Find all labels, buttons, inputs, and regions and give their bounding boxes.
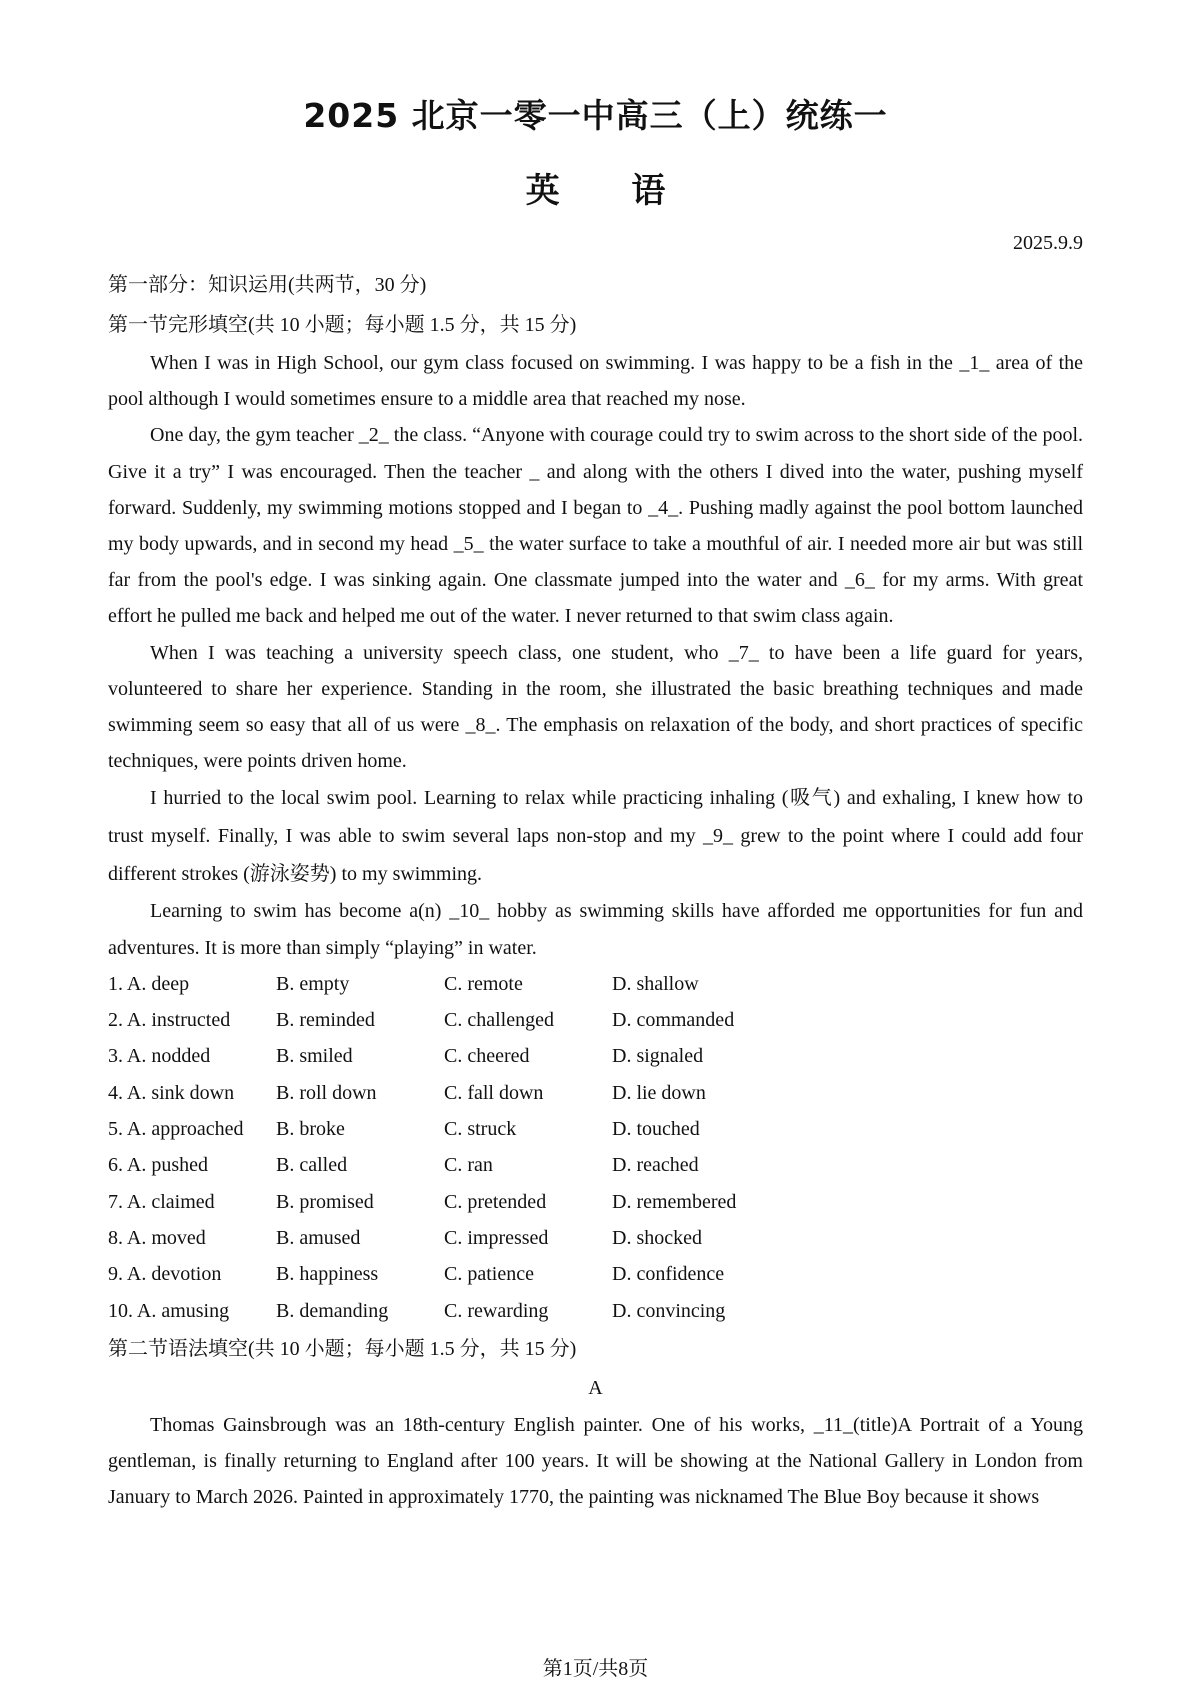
option-b: B. empty xyxy=(276,972,350,995)
option-b: B. promised xyxy=(276,1190,374,1213)
option-d: D. reached xyxy=(612,1154,699,1177)
option-row xyxy=(108,1111,1083,1147)
option-a: 3. A. nodded xyxy=(108,1045,211,1068)
option-a: 4. A. sink down xyxy=(108,1081,235,1104)
exam-page xyxy=(108,0,1083,1684)
exam-title: 2025 北京一零一中高三（上）统练一 xyxy=(303,96,888,135)
option-row xyxy=(108,1075,1083,1111)
option-d: D. convincing xyxy=(612,1299,726,1322)
option-row xyxy=(108,1147,1083,1183)
cloze-paragraph-4: I hurried to the local swim pool. Learning to relax while practicing inhaling (吸气) and exhaling, I knew how to trust myself. Finally, I was able to swim several laps non-stop and my _9_ grew to the point where I could add four different strokes (游泳姿势) to my swimming. xyxy=(108,787,1083,886)
option-c: C. impressed xyxy=(444,1226,549,1249)
part1-heading: 第一部分：知识运用(共两节，30 分) xyxy=(108,274,427,296)
cloze-paragraph-2: One day, the gym teacher _2_ the class. “Anyone with courage could try to swim across to the short side of the pool. Give it a try” I was encouraged. Then the teacher _ and along with the others I dived into the water, pushing myself forward. Suddenly, my swimming motions stopped and I began to _4_. Pushing madly against the pool bottom launched my body upwards, and in second my head _5_ the water surface to take a mouthful of air. I needed more air but was still far from the pool's edge. I was sinking again. One classmate jumped into the water and _6_ for my arms. With great effort he pulled me back and helped me out of the water. I never returned to that swim class again. xyxy=(108,424,1083,628)
option-row xyxy=(108,1038,1083,1074)
option-b: B. happiness xyxy=(276,1263,379,1286)
option-a: 1. A. deep xyxy=(108,972,190,995)
option-a: 8. A. moved xyxy=(108,1226,206,1249)
option-a: 5. A. approached xyxy=(108,1118,244,1141)
option-b: B. demanding xyxy=(276,1299,389,1322)
option-a: 2. A. instructed xyxy=(108,1009,231,1032)
option-row xyxy=(108,1184,1083,1220)
option-b: B. reminded xyxy=(276,1009,375,1032)
option-a: 7. A. claimed xyxy=(108,1190,215,1213)
option-d: D. confidence xyxy=(612,1263,725,1286)
exam-date: 2025.9.9 xyxy=(1013,232,1083,254)
section2-label: A xyxy=(588,1376,603,1399)
option-d: D. shallow xyxy=(612,972,699,995)
option-c: C. pretended xyxy=(444,1190,547,1213)
cloze-options xyxy=(108,966,1083,1329)
option-row xyxy=(108,1002,1083,1038)
option-c: C. ran xyxy=(444,1154,493,1177)
option-row xyxy=(108,1256,1083,1292)
option-d: D. touched xyxy=(612,1118,700,1141)
option-c: C. fall down xyxy=(444,1081,544,1104)
option-a: 6. A. pushed xyxy=(108,1154,208,1177)
option-c: C. patience xyxy=(444,1263,534,1286)
cloze-paragraph-5: Learning to swim has become a(n) _10_ hobby as swimming skills have afforded me opportunities for fun and adventures. It is more than simply “playing” in water. xyxy=(108,900,1083,959)
exam-body xyxy=(108,265,1083,1515)
option-d: D. signaled xyxy=(612,1045,704,1068)
option-c: C. remote xyxy=(444,972,523,995)
option-b: B. called xyxy=(276,1154,348,1177)
option-b: B. roll down xyxy=(276,1081,377,1104)
option-row xyxy=(108,1293,1083,1329)
option-a: 10. A. amusing xyxy=(108,1299,230,1322)
option-b: B. smiled xyxy=(276,1045,353,1068)
option-c: C. challenged xyxy=(444,1009,554,1032)
option-c: C. struck xyxy=(444,1118,517,1141)
option-d: D. lie down xyxy=(612,1081,706,1104)
page-number: 第1页/共8页 xyxy=(542,1658,649,1680)
section1-heading: 第一节完形填空(共 10 小题；每小题 1.5 分，共 15 分) xyxy=(108,314,577,336)
option-d: D. shocked xyxy=(612,1226,702,1249)
cloze-paragraph-3: When I was teaching a university speech class, one student, who _7_ to have been a life guard for years, volunteered to share her experience. Standing in the room, she illustrated the basic breathing techniques and made swimming seem so easy that all of us were _8_. The emphasis on relaxation of the body, and short practices of specific techniques, were points driven home. xyxy=(108,641,1083,773)
option-a: 9. A. devotion xyxy=(108,1263,222,1286)
option-c: C. cheered xyxy=(444,1045,530,1068)
cloze-paragraph-1: When I was in High School, our gym class focused on swimming. I was happy to be a fish in the _1_ area of the pool although I would sometimes ensure to a middle area that reached my nose. xyxy=(108,352,1083,411)
option-row xyxy=(108,966,1083,1002)
exam-subject: 英 语 xyxy=(525,171,666,211)
option-d: D. remembered xyxy=(612,1190,737,1213)
option-b: B. broke xyxy=(276,1118,345,1141)
option-row xyxy=(108,1220,1083,1256)
section2-heading: 第二节语法填空(共 10 小题；每小题 1.5 分，共 15 分) xyxy=(108,1337,577,1360)
option-d: D. commanded xyxy=(612,1009,735,1032)
option-b: B. amused xyxy=(276,1226,361,1249)
option-c: C. rewarding xyxy=(444,1299,549,1322)
grammar-paragraph: Thomas Gainsbrough was an 18th-century English painter. One of his works, _11_(title)A Portrait of a Young gentleman, is finally returning to England after 100 years. It will be showing at the National Gallery in London from January to March 2026. Painted in approximately 1770, the painting was nicknamed The Blue Boy because it shows xyxy=(108,1413,1083,1509)
